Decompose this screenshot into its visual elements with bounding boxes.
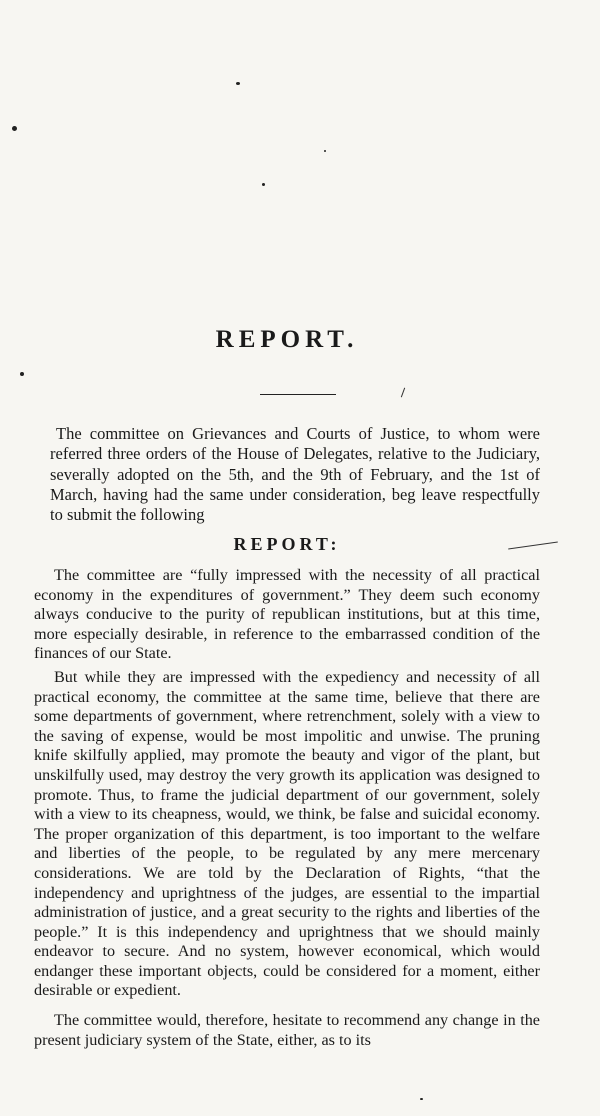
page-title: REPORT. [215,326,359,353]
scan-speck [262,183,265,186]
scan-speck [420,1098,423,1100]
body-paragraph: The committee are “fully impressed with the necessity of all practical economy in the expenditures of government.” They deem such economy always conducive to the purity of republican institutions, but at this time, more especially desirable, in reference to the embarrassed condition of the finances of our State. [34,566,540,663]
report-subtitle: REPORT: [233,534,341,554]
title-rule [260,394,336,395]
margin-mark [401,388,405,398]
body-paragraph: The committee would, therefore, hesitate to recommend any change in the present judiciary system of the State, either, as to its [34,1011,540,1049]
scan-speck [20,372,24,376]
body-paragraph: But while they are impressed with the expediency and necessity of all practical economy, the committee at the same time, believe that there are some departments of government, where retrenchment, solely with a view to the saving of expense, would be most impolitic and unwise. The pruning knife skilfully applied, may promote the beauty and vigor of the plant, but unskilfully used, may destroy the very growth its application was designed to promote. Thus, to frame the judicial department of our government, solely with a view to its cheapness, would, we think, be false and suicidal economy. The proper organization of this department, is too important to the welfare and liberties of the people, to be regulated by any mere mercenary considerations. We are told by the Declaration of Rights, “that the independency and uprightness of the judges, are essential to the impartial administration of justice, and a great security to the rights and liberties of the people.” It is this independency and uprightness that we should mainly endeavor to secure. And no system, however economical, which would endanger these important objects, could be considered for a moment, either desirable or expedient. [34,667,540,1000]
report-body [34,566,540,1054]
scan-speck [236,82,240,85]
scan-speck [324,150,326,152]
intro-paragraph: The committee on Grievances and Courts of Justice, to whom were referred three orders of the House of Delegates, relative to the Judiciary, severally adopted on the 5th, and the 9th of February, and the 1st of March, having had the same under consideration, beg leave respectfully to submit the following [50,424,540,525]
scan-speck [12,126,17,131]
